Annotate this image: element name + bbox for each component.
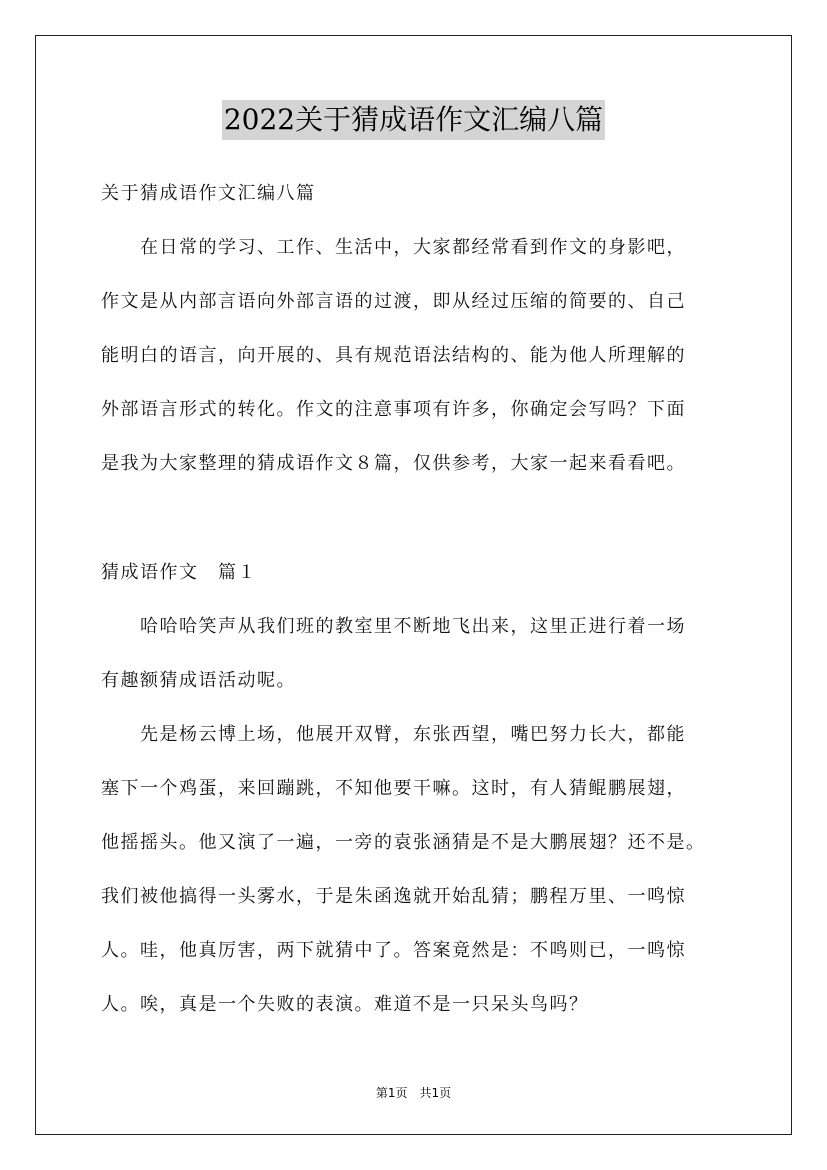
intro-line-5: 是我为大家整理的猜成语作文８篇，仅供参考，大家一起来看看吧。 xyxy=(101,453,686,474)
page-footer: 第1页 共1页 xyxy=(375,1086,452,1100)
intro-line-3: 能明白的语言，向开展的、具有规范语法结构的、能为他人所理解的 xyxy=(101,345,686,366)
section-heading: 猜成语作文 篇１ xyxy=(101,562,257,583)
intro-line-1: 在日常的学习、工作、生活中，大家都经常看到作文的身影吧， xyxy=(101,237,686,258)
section-line-2: 有趣额猜成语活动呢。 xyxy=(101,670,296,691)
section-line-8: 人。唉，真是一个失败的表演。难道不是一只呆头鸟吗？ xyxy=(101,994,589,1015)
document-title-text: 2022关于猜成语作文汇编八篇 xyxy=(222,100,605,140)
section-line-6: 我们被他搞得一头雾水，于是朱函逸就开始乱猜；鹏程万里、一鸣惊 xyxy=(101,886,686,907)
section-line-3: 先是杨云博上场，他展开双臂，东张西望，嘴巴努力长大，都能 xyxy=(101,724,686,745)
subtitle: 关于猜成语作文汇编八篇 xyxy=(101,183,316,204)
intro-line-2: 作文是从内部言语向外部言语的过渡，即从经过压缩的简要的、自己 xyxy=(101,291,686,312)
section-line-7: 人。哇，他真厉害，两下就猜中了。答案竟然是：不鸣则已，一鸣惊 xyxy=(101,940,686,961)
section-line-4: 塞下一个鸡蛋，来回蹦跳，不知他要干嘛。这时，有人猜鲲鹏展翅， xyxy=(101,778,686,799)
section-line-1: 哈哈哈笑声从我们班的教室里不断地飞出来，这里正进行着一场 xyxy=(101,616,686,637)
intro-line-4: 外部语言形式的转化。作文的注意事项有许多，你确定会写吗？下面 xyxy=(101,399,686,420)
section-line-5: 他摇摇头。他又演了一遍，一旁的袁张涵猜是不是大鹏展翅？还不是。 xyxy=(101,832,706,853)
document-title xyxy=(0,100,827,144)
